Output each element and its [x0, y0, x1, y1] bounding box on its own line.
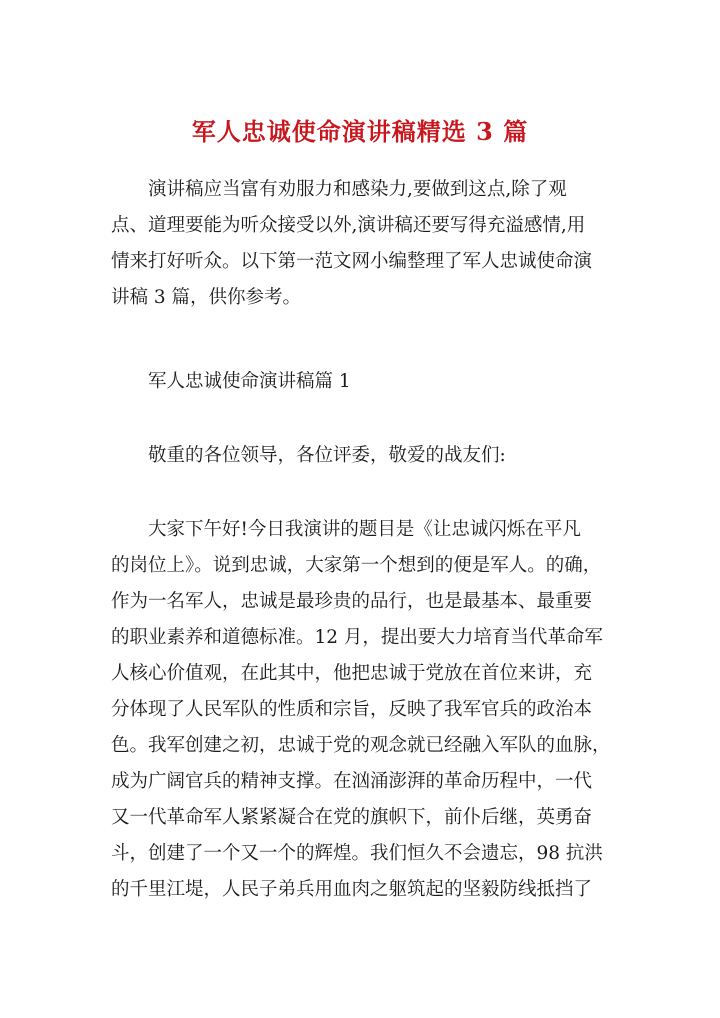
- text-line: 情来打好听众。以下第一范文网小编整理了军人忠诚使命演: [111, 251, 593, 272]
- text-line: 的千里江堤，人民子弟兵用血肉之躯筑起的坚毅防线抵挡了: [111, 879, 593, 900]
- text-line: 点、道理要能为听众接受以外,演讲稿还要写得充溢感情,用: [111, 215, 586, 236]
- body-paragraph: [111, 512, 611, 908]
- text-line: 的岗位上》。说到忠诚，大家第一个想到的便是军人。的确，: [111, 555, 602, 576]
- greeting-text: 敬重的各位领导，各位评委，敬爱的战友们:: [148, 445, 506, 466]
- text-line: 演讲稿应当富有劝服力和感染力,要做到这点,除了观: [148, 179, 567, 200]
- text-line: 人核心价值观，在此其中，他把忠诚于党放在首位来讲，充: [111, 663, 593, 684]
- section-heading-text: 军人忠诚使命演讲稿篇 1: [148, 371, 351, 392]
- text-line: 成为广阔官兵的精神支撑。在汹涌澎湃的革命历程中，一代: [111, 771, 593, 792]
- text-line: 的职业素养和道德标准。12 月，提出要大力培育当代革命军: [111, 627, 603, 648]
- section-heading: [111, 364, 611, 400]
- text-line: 色。我军创建之初，忠诚于党的观念就已经融入军队的血脉，: [111, 735, 611, 756]
- greeting-paragraph: [111, 438, 611, 474]
- text-line: 又一代革命军人紧紧凝合在党的旗帜下，前仆后继，英勇奋: [111, 807, 593, 828]
- intro-paragraph: [111, 172, 611, 316]
- text-line: 分体现了人民军队的性质和宗旨，反映了我军官兵的政治本: [111, 699, 593, 720]
- text-line: 讲稿 3 篇，供你参考。: [111, 287, 302, 308]
- text-line: 斗，创建了一个又一个的辉煌。我们恒久不会遗忘，98 抗洪: [111, 843, 603, 864]
- text-line: 作为一名军人，忠诚是最珍贵的品行，也是最基本、最重要: [111, 591, 593, 612]
- text-line: 大家下午好!今日我演讲的题目是《让忠诚闪烁在平凡: [148, 519, 581, 540]
- document-title: 军人忠诚使命演讲稿精选 3 篇: [191, 117, 529, 146]
